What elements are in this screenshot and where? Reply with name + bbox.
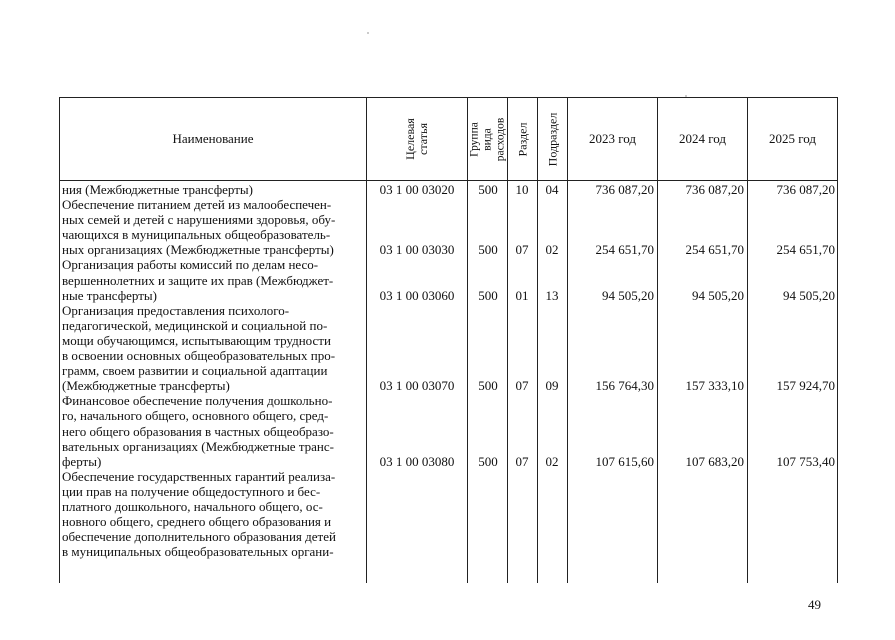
- name-column: [62, 182, 363, 559]
- amount-2025: 157 924,70: [776, 378, 835, 394]
- name-line: ных семей и детей с нарушениями здоровья, обу-: [62, 212, 336, 228]
- target-code: 03 1 00 03080: [379, 453, 455, 469]
- amount-2025: 94 505,20: [783, 287, 835, 303]
- name-line: ции прав на получение общедоступного и бес-: [62, 483, 321, 499]
- subsection-code: 02: [545, 453, 559, 469]
- header-divider: [60, 180, 837, 181]
- name-line: ные трансферты): [62, 287, 157, 303]
- amount-2024: 94 505,20: [692, 287, 744, 303]
- name-line: чающихся в муниципальных общеобразователь-: [62, 227, 331, 243]
- name-line: педагогической, медицинской и социальной по-: [62, 317, 328, 333]
- group-code: 500: [478, 287, 498, 303]
- amount-2023: 254 651,70: [595, 242, 654, 258]
- group-code: 500: [478, 182, 498, 197]
- amount-2023: 107 615,60: [595, 453, 654, 469]
- group-code: 500: [478, 453, 498, 469]
- subsection-code: 13: [545, 287, 559, 303]
- target-code: 03 1 00 03060: [379, 287, 455, 303]
- amount-2024: 107 683,20: [685, 453, 744, 469]
- name-line: Обеспечение государственных гарантий реализа-: [62, 468, 336, 484]
- header-subsection: [538, 98, 567, 180]
- subsection-code: 09: [545, 378, 559, 394]
- amount-2023: 736 087,20: [595, 182, 654, 197]
- amount-2024: 736 087,20: [685, 182, 744, 197]
- name-line: мощи обучающимся, испытывающим трудности: [62, 332, 331, 348]
- header-subsection-label: Подраздел: [545, 112, 560, 166]
- name-line: Финансовое обеспечение получения дошкольно-: [62, 393, 333, 409]
- group-code: 500: [478, 378, 498, 394]
- name-line: вательных организациях (Межбюджетные транс-: [62, 438, 334, 454]
- header-section: [508, 98, 537, 180]
- header-group: [468, 98, 507, 180]
- subsection-code: 02: [545, 242, 559, 258]
- header-name: Наименование: [172, 131, 254, 146]
- name-line: обеспечение дополнительного образования детей: [62, 529, 336, 545]
- name-line: Организация предоставления психолого-: [62, 302, 290, 318]
- header-group-label: Группа вида расходов: [468, 117, 507, 161]
- scan-speck: [367, 32, 369, 34]
- target-code: 03 1 00 03030: [379, 242, 455, 258]
- budget-table: [59, 97, 838, 583]
- name-line: в муниципальных общеобразовательных органи-: [62, 544, 334, 560]
- name-line: в освоении основных общеобразовательных про-: [62, 348, 336, 364]
- amount-2025: 736 087,20: [776, 182, 835, 197]
- page-number: 49: [808, 597, 821, 612]
- name-line: ных организациях (Межбюджетные трансферты): [62, 242, 334, 258]
- name-line: него общего образования в частных общеобразо-: [62, 423, 334, 439]
- subsection-code: 04: [545, 182, 559, 197]
- name-line: го, начального общего, основного общего, сред-: [62, 408, 329, 424]
- section-code: 07: [515, 453, 529, 469]
- group-code: 500: [478, 242, 498, 258]
- name-line: Обеспечение питанием детей из малообеспечен-: [62, 197, 332, 213]
- section-code: 07: [515, 378, 529, 394]
- section-code: 07: [515, 242, 529, 258]
- header-2025: 2025 год: [769, 131, 816, 146]
- target-code: 03 1 00 03070: [379, 378, 455, 394]
- header-2023: 2023 год: [589, 131, 636, 146]
- section-code: 10: [515, 182, 529, 197]
- header-target: [367, 98, 467, 180]
- name-line: платного дошкольного, начального общего, ос-: [62, 498, 323, 514]
- target-code: 03 1 00 03020: [379, 182, 455, 197]
- amount-2025: 107 753,40: [776, 453, 835, 469]
- amount-2025: 254 651,70: [776, 242, 835, 258]
- amount-2024: 254 651,70: [685, 242, 744, 258]
- name-line: ферты): [62, 453, 102, 469]
- name-line: Организация работы комиссий по делам несо-: [62, 257, 319, 273]
- name-line: (Межбюджетные трансферты): [62, 378, 230, 394]
- name-line: новного общего, среднего общего образования и: [62, 514, 332, 530]
- name-line: грамм, своем развитии и социальной адаптации: [62, 363, 328, 379]
- header-target-label: Целевая статья: [402, 118, 430, 160]
- amount-2023: 156 764,30: [595, 378, 654, 394]
- name-line: ния (Межбюджетные трансферты): [62, 182, 253, 197]
- header-section-label: Раздел: [515, 122, 530, 156]
- amount-2023: 94 505,20: [602, 287, 654, 303]
- header-2024: 2024 год: [679, 131, 726, 146]
- name-line: вершеннолетних и защите их прав (Межбюджет-: [62, 272, 334, 288]
- amount-2024: 157 333,10: [685, 378, 744, 394]
- section-code: 01: [515, 287, 529, 303]
